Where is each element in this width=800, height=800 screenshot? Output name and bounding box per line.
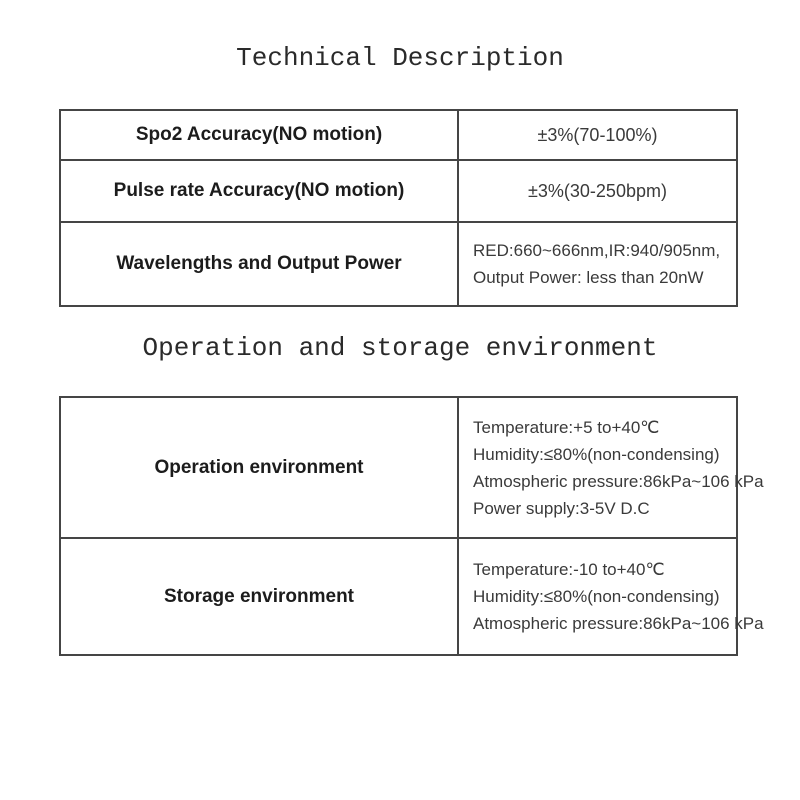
spec-value-spo2-accuracy: ±3%(70-100%) (458, 110, 737, 160)
spec-label-operation-environment: Operation environment (60, 397, 458, 538)
spec-value-storage-environment (458, 538, 764, 655)
spec-label-pulse-rate-accuracy: Pulse rate Accuracy(NO motion) (60, 160, 458, 222)
spec-value-line: Humidity:≤80%(non-condensing) (473, 444, 720, 464)
technical-spec-table (59, 109, 738, 307)
spec-value-line: Output Power: less than 20nW (473, 268, 704, 287)
spec-value-wavelengths-output-power (458, 222, 737, 306)
spec-value-line: Atmospheric pressure:86kPa~106 kPa (473, 614, 764, 633)
spec-value-line: Power supply:3-5V D.C (473, 498, 650, 518)
spec-value-line: RED:660~666nm,IR:940/905nm, (473, 241, 721, 260)
spec-value-operation-environment (458, 397, 764, 538)
technical-description-title: Technical Description (236, 43, 564, 73)
spec-value-line: Temperature:+5 to+40℃ (473, 417, 660, 437)
table-row (60, 160, 737, 222)
spec-value-line: Temperature:-10 to+40℃ (473, 560, 665, 579)
spec-label-spo2-accuracy: Spo2 Accuracy(NO motion) (60, 110, 458, 160)
spec-label-wavelengths-output-power: Wavelengths and Output Power (60, 222, 458, 306)
spec-value-pulse-rate-accuracy: ±3%(30-250bpm) (458, 160, 737, 222)
spec-label-storage-environment: Storage environment (60, 538, 458, 655)
environment-section-title: Operation and storage environment (142, 333, 658, 363)
table-row (60, 538, 737, 655)
table-row (60, 222, 737, 306)
environment-spec-table (59, 396, 764, 656)
spec-value-line: Humidity:≤80%(non-condensing) (473, 587, 720, 606)
table-row (60, 110, 737, 160)
table-row (60, 397, 737, 538)
spec-value-line: Atmospheric pressure:86kPa~106 kPa (473, 471, 764, 491)
